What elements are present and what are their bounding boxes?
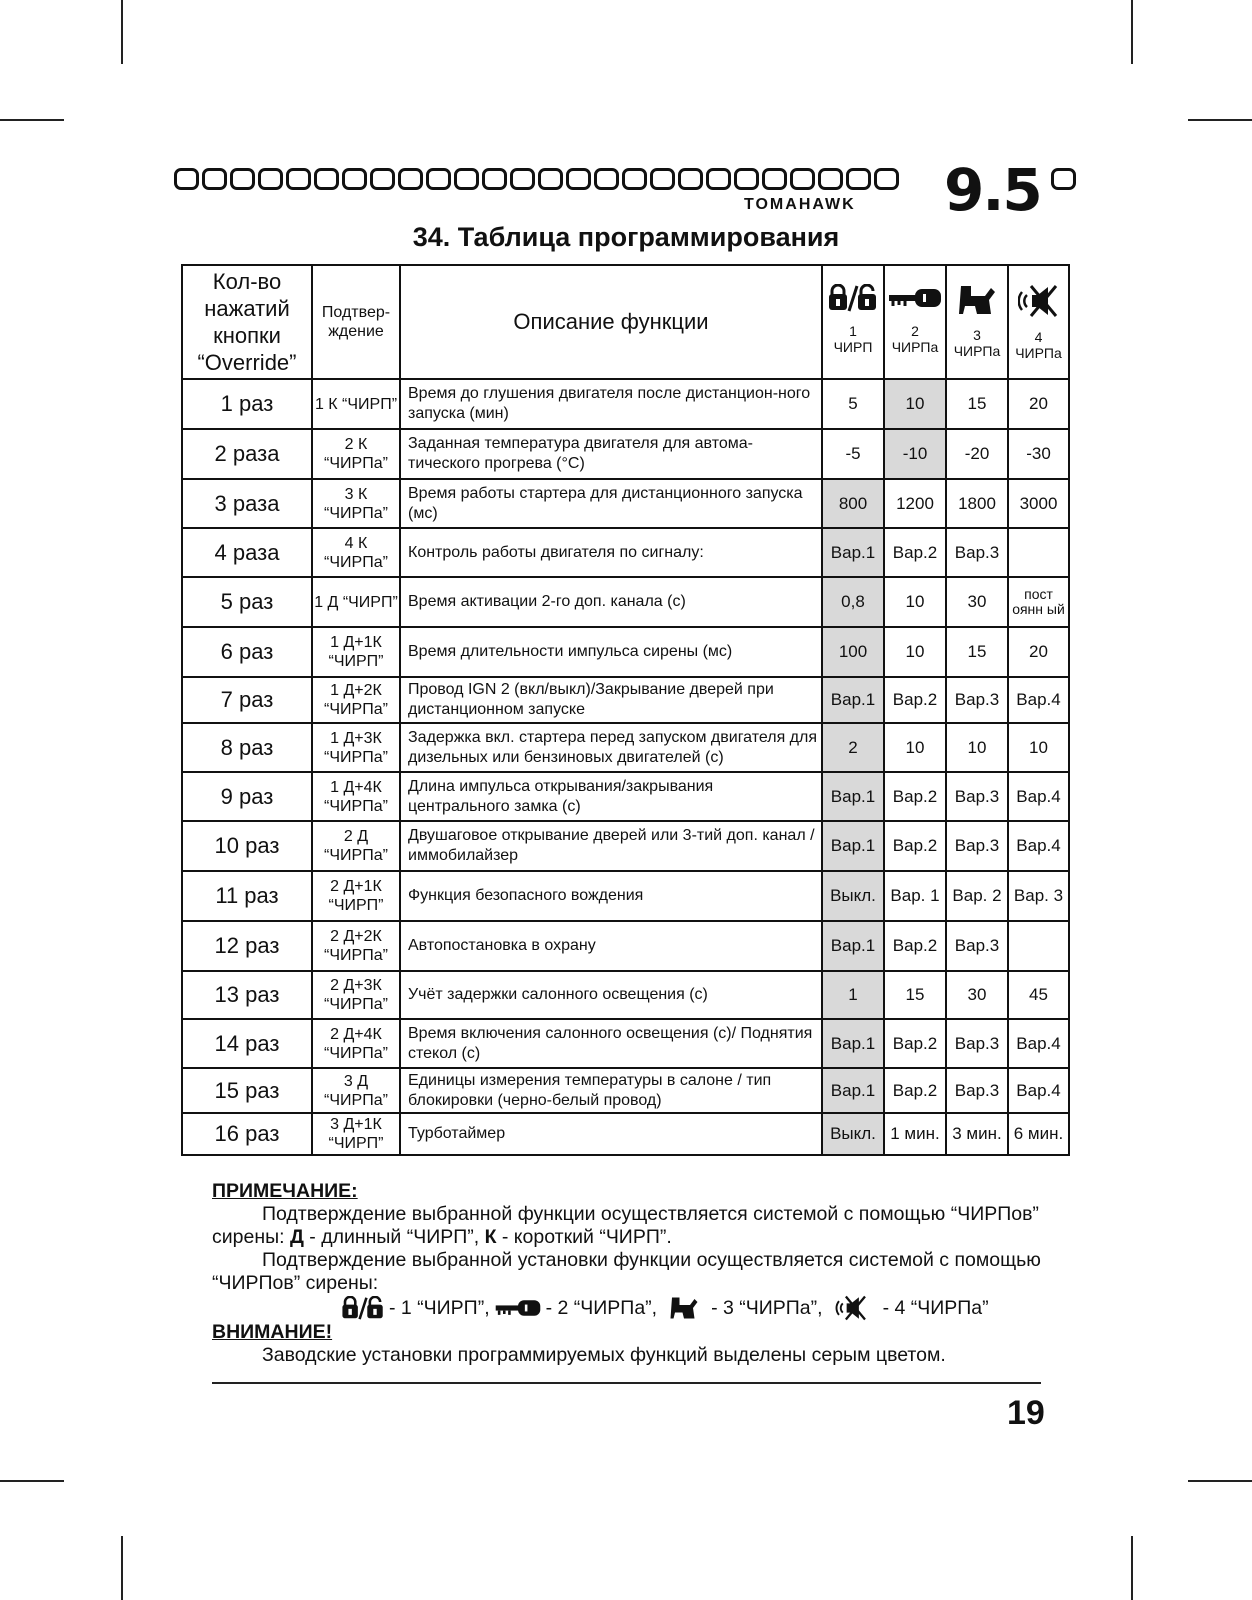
table-row xyxy=(182,479,1069,528)
press-count: 12 раз xyxy=(182,921,312,971)
function-description: Единицы измерения температуры в салоне / тип блокировки (черно-белый провод) xyxy=(400,1068,822,1113)
confirmation: 3 К “ЧИРПа” xyxy=(312,479,400,528)
function-description: Контроль работы двигателя по сигналу: xyxy=(400,528,822,577)
table-row xyxy=(182,1113,1069,1155)
value-option-3: 1800 xyxy=(946,479,1008,528)
note-heading: ПРИМЕЧАНИЕ: xyxy=(212,1180,358,1202)
function-description: Время работы стартера для дистанционного запуска (мс) xyxy=(400,479,822,528)
header-value-1-label: ЧИРП xyxy=(833,339,873,355)
function-description: Время активации 2-го доп. канала (с) xyxy=(400,577,822,627)
header-value-2-label: ЧИРПа xyxy=(891,339,939,355)
value-option-4: 6 мин. xyxy=(1008,1113,1069,1155)
confirmation: 2 Д “ЧИРПа” xyxy=(312,821,400,871)
decorative-oval xyxy=(510,168,535,190)
footer-divider xyxy=(212,1382,1041,1384)
value-option-2: Вар.2 xyxy=(884,1019,946,1068)
crop-mark xyxy=(0,119,64,121)
confirmation: 2 Д+1К “ЧИРП” xyxy=(312,871,400,921)
value-option-1: Вар.1 xyxy=(822,677,884,723)
function-description: Длина импульса открывания/закрывания центрального замка (с) xyxy=(400,772,822,821)
decorative-oval xyxy=(370,168,395,190)
confirmation: 1 Д+3К “ЧИРПа” xyxy=(312,723,400,772)
value-option-2: 1200 xyxy=(884,479,946,528)
legend-text-4: - 4 “ЧИРПа” xyxy=(882,1296,989,1319)
car-door-icon xyxy=(957,284,997,316)
press-count: 14 раз xyxy=(182,1019,312,1068)
table-row xyxy=(182,871,1069,921)
brand-model: 9.5 xyxy=(944,156,1041,224)
table-row xyxy=(182,577,1069,627)
value-option-3: 15 xyxy=(946,627,1008,677)
function-description: Провод IGN 2 (вкл/выкл)/Закрывание дверей при дистанционном запуске xyxy=(400,677,822,723)
press-count: 3 раза xyxy=(182,479,312,528)
header-value-3-label: ЧИРПа xyxy=(953,343,1001,359)
confirmation: 3 Д+1К “ЧИРП” xyxy=(312,1113,400,1155)
header-value-1 xyxy=(822,265,884,379)
value-option-4: 20 xyxy=(1008,379,1069,429)
decorative-oval xyxy=(594,168,619,190)
table-row xyxy=(182,821,1069,871)
crop-mark xyxy=(1188,1480,1252,1482)
table-row xyxy=(182,1019,1069,1068)
crop-mark xyxy=(1131,1536,1133,1600)
decorative-oval xyxy=(426,168,451,190)
table-row xyxy=(182,921,1069,971)
crop-mark xyxy=(121,1536,123,1600)
value-option-2: 10 xyxy=(884,627,946,677)
header-value-3-num: 3 xyxy=(973,327,981,343)
confirmation: 2 Д+3К “ЧИРПа” xyxy=(312,971,400,1019)
table-row xyxy=(182,723,1069,772)
decorative-oval xyxy=(286,168,311,190)
value-option-4 xyxy=(1008,921,1069,971)
decorative-oval xyxy=(454,168,479,190)
warning-paragraph: Заводские установки программируемых функций выделены серым цветом. xyxy=(262,1344,946,1366)
key-icon xyxy=(492,1296,544,1320)
header-count: Кол-во нажатий кнопки “Override” xyxy=(182,265,312,379)
press-count: 5 раз xyxy=(182,577,312,627)
brand-name: TOMAHAWK xyxy=(744,196,856,213)
note-text: Подтверждение выбранной функции осуществляется системой с помощью “ЧИРПов” сирены: xyxy=(212,1203,1039,1248)
note-paragraph-2: Подтверждение выбранной установки функции осуществляется системой с помощью “ЧИРПов” сирены: xyxy=(212,1249,1041,1294)
table-row xyxy=(182,379,1069,429)
press-count: 9 раз xyxy=(182,772,312,821)
header-value-4-num: 4 xyxy=(1034,329,1043,345)
crop-mark xyxy=(121,0,123,64)
value-option-2: Вар. 1 xyxy=(884,871,946,921)
value-option-2: 15 xyxy=(884,971,946,1019)
value-option-2: Вар.2 xyxy=(884,821,946,871)
table-row xyxy=(182,429,1069,479)
value-option-4: Вар.4 xyxy=(1008,821,1069,871)
decorative-oval xyxy=(1051,168,1076,190)
value-option-4 xyxy=(1008,528,1069,577)
value-option-3: 15 xyxy=(946,379,1008,429)
decorative-oval xyxy=(174,168,199,190)
siren-mute-icon xyxy=(835,1295,869,1321)
note-long-code: Д xyxy=(289,1226,304,1248)
value-option-3: Вар.3 xyxy=(946,772,1008,821)
value-option-1: Выкл. xyxy=(822,1113,884,1155)
value-option-3: Вар.3 xyxy=(946,1068,1008,1113)
value-option-1: Вар.1 xyxy=(822,772,884,821)
table-header-row xyxy=(182,265,1069,379)
value-option-1: Вар.1 xyxy=(822,1019,884,1068)
brand-header xyxy=(174,156,1074,224)
programming-table xyxy=(181,264,1070,1156)
decorative-oval xyxy=(762,168,787,190)
press-count: 13 раз xyxy=(182,971,312,1019)
press-count: 11 раз xyxy=(182,871,312,921)
confirmation: 1 Д “ЧИРП” xyxy=(312,577,400,627)
decorative-oval xyxy=(874,168,899,190)
decorative-oval xyxy=(622,168,647,190)
function-description: Турботаймер xyxy=(400,1113,822,1155)
value-option-4: пост оянн ый xyxy=(1008,577,1069,627)
header-value-3 xyxy=(946,265,1008,379)
value-option-4: Вар.4 xyxy=(1008,772,1069,821)
notes-section xyxy=(212,1180,1052,1367)
decorative-oval xyxy=(678,168,703,190)
value-option-4: Вар.4 xyxy=(1008,1068,1069,1113)
decorative-oval xyxy=(202,168,227,190)
function-description: Двушаговое открывание дверей или 3-тий доп. канал / иммобилайзер xyxy=(400,821,822,871)
decorative-oval xyxy=(706,168,731,190)
decorative-oval xyxy=(790,168,815,190)
decorative-oval xyxy=(314,168,339,190)
header-value-4-label: ЧИРПа xyxy=(1015,345,1062,361)
decorative-ovals xyxy=(174,168,899,190)
note-text: - длинный “ЧИРП”, xyxy=(303,1226,485,1248)
lock-unlock-icon xyxy=(827,284,879,312)
value-option-1: Выкл. xyxy=(822,871,884,921)
function-description: Время длительности импульса сирены (мс) xyxy=(400,627,822,677)
value-option-1: 5 xyxy=(822,379,884,429)
value-option-1: Вар.1 xyxy=(822,921,884,971)
press-count: 6 раз xyxy=(182,627,312,677)
table-row xyxy=(182,677,1069,723)
confirmation: 2 Д+4К “ЧИРПа” xyxy=(312,1019,400,1068)
press-count: 2 раза xyxy=(182,429,312,479)
value-option-2: 10 xyxy=(884,577,946,627)
table-row xyxy=(182,971,1069,1019)
table-body xyxy=(182,379,1069,1155)
function-description: Учёт задержки салонного освещения (с) xyxy=(400,971,822,1019)
lock-unlock-icon xyxy=(339,1296,387,1320)
legend-text-2: - 2 “ЧИРПа”, xyxy=(545,1296,658,1319)
value-option-3: 10 xyxy=(946,723,1008,772)
decorative-oval xyxy=(342,168,367,190)
legend-text-3: - 3 “ЧИРПа”, xyxy=(711,1296,823,1319)
confirmation: 1 Д+2К “ЧИРПа” xyxy=(312,677,400,723)
confirmation: 4 К “ЧИРПа” xyxy=(312,528,400,577)
value-option-4: 3000 xyxy=(1008,479,1069,528)
press-count: 16 раз xyxy=(182,1113,312,1155)
confirmation: 1 Д+4К “ЧИРПа” xyxy=(312,772,400,821)
press-count: 15 раз xyxy=(182,1068,312,1113)
decorative-oval xyxy=(846,168,871,190)
value-option-2: -10 xyxy=(884,429,946,479)
car-door-icon xyxy=(669,1296,699,1320)
confirmation: 1 Д+1К “ЧИРП” xyxy=(312,627,400,677)
function-description: Заданная температура двигателя для автома-тического прогрева (°С) xyxy=(400,429,822,479)
value-option-3: 3 мин. xyxy=(946,1113,1008,1155)
header-description: Описание функции xyxy=(400,265,822,379)
value-option-2: 10 xyxy=(884,379,946,429)
page-title: 34. Таблица программирования xyxy=(412,222,840,252)
decorative-oval xyxy=(230,168,255,190)
function-description: Задержка вкл. стартера перед запуском двигателя для дизельных или бензиновых двигателей (с) xyxy=(400,723,822,772)
value-option-4: -30 xyxy=(1008,429,1069,479)
press-count: 10 раз xyxy=(182,821,312,871)
value-option-3: Вар.3 xyxy=(946,1019,1008,1068)
decorative-oval xyxy=(258,168,283,190)
value-option-2: Вар.2 xyxy=(884,677,946,723)
legend-text-1: - 1 “ЧИРП”, xyxy=(389,1296,490,1319)
value-option-2: Вар.2 xyxy=(884,528,946,577)
crop-mark xyxy=(0,1480,64,1482)
table-row xyxy=(182,528,1069,577)
function-description: Время включения салонного освещения (с)/ Поднятия стекол (с) xyxy=(400,1019,822,1068)
decorative-oval xyxy=(650,168,675,190)
value-option-2: 10 xyxy=(884,723,946,772)
function-description: Автопостановка в охрану xyxy=(400,921,822,971)
decorative-oval xyxy=(734,168,759,190)
value-option-1: 1 xyxy=(822,971,884,1019)
header-value-4 xyxy=(1008,265,1069,379)
value-option-3: -20 xyxy=(946,429,1008,479)
value-option-3: Вар.3 xyxy=(946,921,1008,971)
crop-mark xyxy=(1188,119,1252,121)
value-option-3: Вар.3 xyxy=(946,677,1008,723)
decorative-oval xyxy=(566,168,591,190)
value-option-1: Вар.1 xyxy=(822,528,884,577)
value-option-1: -5 xyxy=(822,429,884,479)
value-option-4: Вар.4 xyxy=(1008,1019,1069,1068)
value-option-4: Вар.4 xyxy=(1008,677,1069,723)
header-confirm: Подтвер-ждение xyxy=(312,265,400,379)
confirmation: 3 Д “ЧИРПа” xyxy=(312,1068,400,1113)
page-number: 19 xyxy=(1007,1394,1045,1432)
siren-mute-icon xyxy=(1018,284,1060,318)
note-paragraph-1 xyxy=(212,1203,1052,1249)
value-option-4: 45 xyxy=(1008,971,1069,1019)
value-option-1: 100 xyxy=(822,627,884,677)
confirmation: 2 Д+2К “ЧИРПа” xyxy=(312,921,400,971)
confirmation: 1 К “ЧИРП” xyxy=(312,379,400,429)
table-row xyxy=(182,627,1069,677)
note-short-code: К xyxy=(484,1226,497,1248)
value-option-3: Вар. 2 xyxy=(946,871,1008,921)
value-option-2: 1 мин. xyxy=(884,1113,946,1155)
press-count: 8 раз xyxy=(182,723,312,772)
value-option-4: Вар. 3 xyxy=(1008,871,1069,921)
function-description: Время до глушения двигателя после дистанцион-ного запуска (мин) xyxy=(400,379,822,429)
value-option-4: 20 xyxy=(1008,627,1069,677)
decorative-oval xyxy=(482,168,507,190)
confirmation: 2 К “ЧИРПа” xyxy=(312,429,400,479)
decorative-oval xyxy=(538,168,563,190)
header-value-1-num: 1 xyxy=(849,323,857,339)
value-option-1: 800 xyxy=(822,479,884,528)
table-row xyxy=(182,772,1069,821)
decorative-oval xyxy=(818,168,843,190)
decorative-oval xyxy=(398,168,423,190)
value-option-3: 30 xyxy=(946,577,1008,627)
warning-heading: ВНИМАНИЕ! xyxy=(212,1321,333,1343)
value-option-3: Вар.3 xyxy=(946,821,1008,871)
value-option-3: Вар.3 xyxy=(946,528,1008,577)
value-option-2: Вар.2 xyxy=(884,1068,946,1113)
key-icon xyxy=(887,284,943,312)
value-option-1: Вар.1 xyxy=(822,1068,884,1113)
press-count: 4 раза xyxy=(182,528,312,577)
header-value-2-num: 2 xyxy=(911,323,919,339)
value-option-4: 10 xyxy=(1008,723,1069,772)
press-count: 1 раз xyxy=(182,379,312,429)
value-option-1: 0,8 xyxy=(822,577,884,627)
value-option-2: Вар.2 xyxy=(884,772,946,821)
value-option-1: 2 xyxy=(822,723,884,772)
function-description: Функция безопасного вождения xyxy=(400,871,822,921)
table-row xyxy=(182,1068,1069,1113)
press-count: 7 раз xyxy=(182,677,312,723)
note-text: - короткий “ЧИРП”. xyxy=(496,1226,672,1248)
value-option-2: Вар.2 xyxy=(884,921,946,971)
value-option-1: Вар.1 xyxy=(822,821,884,871)
chirp-legend xyxy=(212,1295,1052,1321)
header-value-2 xyxy=(884,265,946,379)
value-option-3: 30 xyxy=(946,971,1008,1019)
crop-mark xyxy=(1131,0,1133,64)
